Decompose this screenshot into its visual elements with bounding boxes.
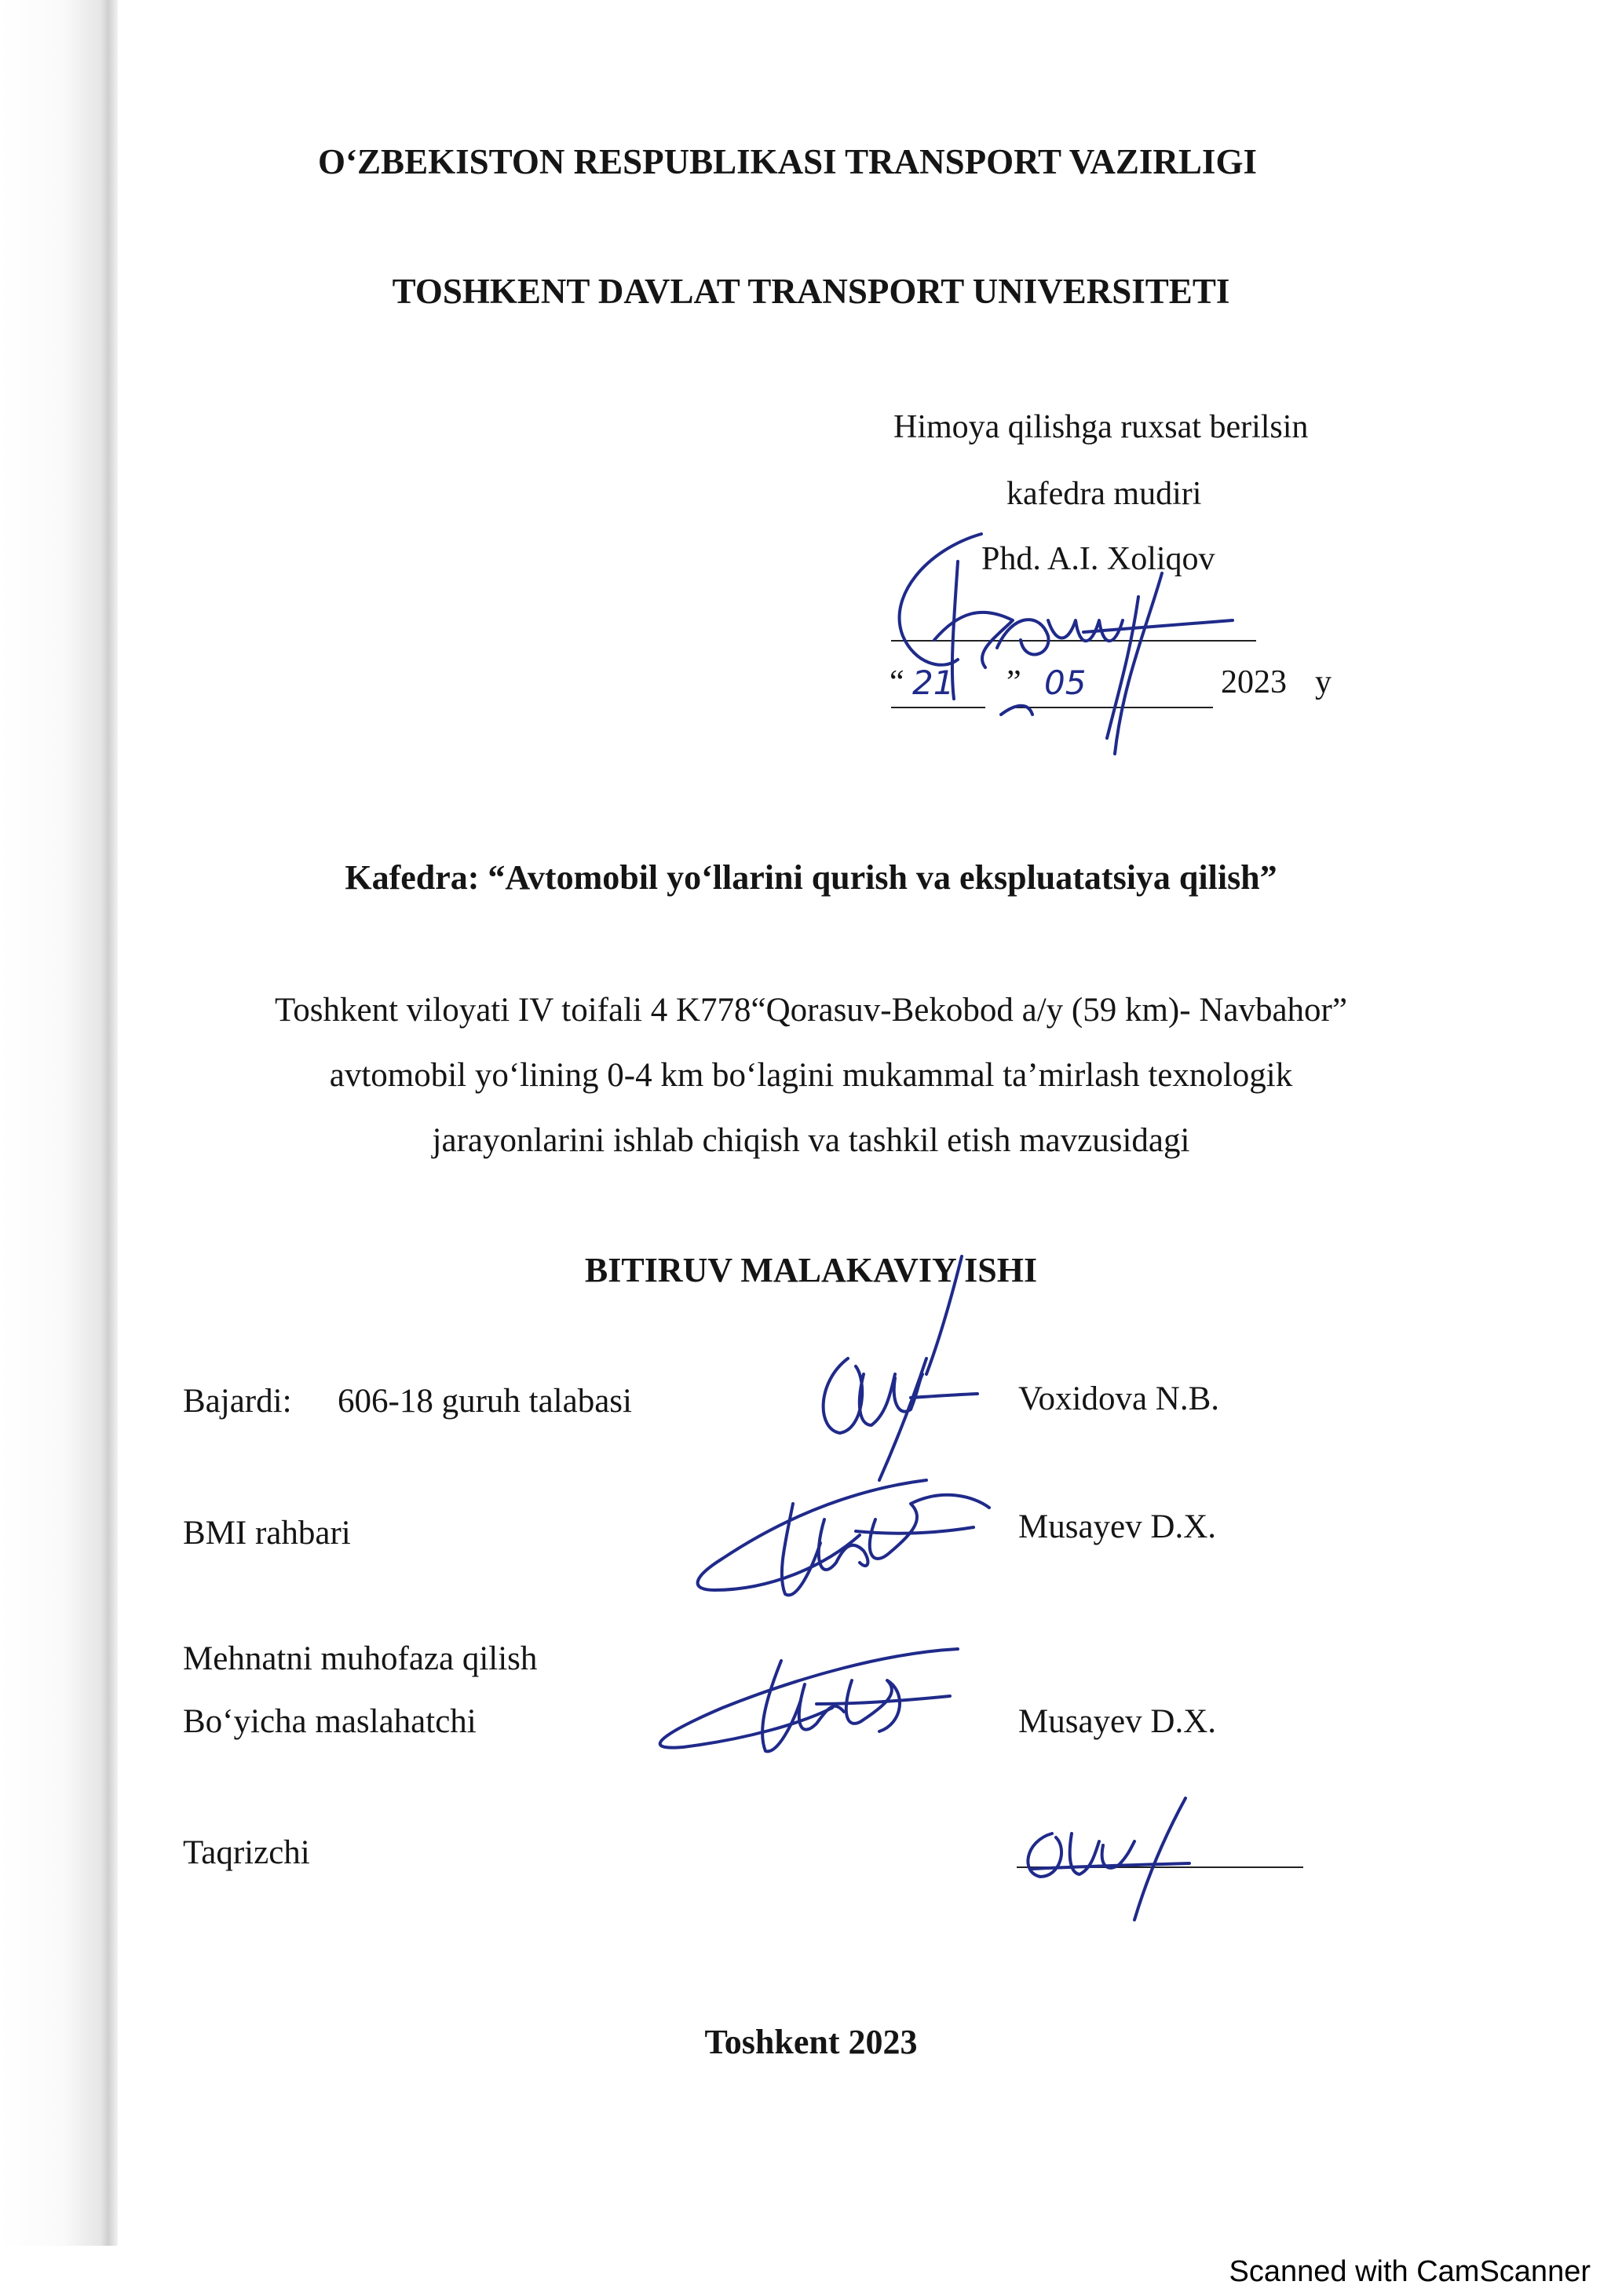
supervisor-name: Musayev D.X.: [1018, 1508, 1216, 1545]
student-name: Voxidova N.B.: [1018, 1380, 1220, 1417]
safety-name: Musayev D.X.: [1018, 1703, 1216, 1740]
university-title: TOSHKENT DAVLAT TRANSPORT UNIVERSITETI: [392, 272, 1230, 311]
city-year: Toshkent 2023: [704, 2023, 918, 2061]
head-signature: [879, 503, 1288, 762]
approval-date-open-quote: “: [890, 664, 904, 700]
approval-date-day: 21: [912, 664, 955, 702]
safety-label-line-1: Mehnatni muhofaza qilish: [183, 1640, 538, 1677]
student-label: Bajardi:: [183, 1383, 292, 1420]
approval-date-month: 05: [1044, 664, 1087, 702]
approval-head-name: Phd. A.I. Xoliqov: [981, 541, 1215, 577]
approval-date-close-quote: ”: [1006, 664, 1021, 700]
safety-signature: [628, 1637, 981, 1763]
approval-date-suffix: y: [1315, 664, 1332, 700]
topic-line-2: avtomobil yo‘lining 0-4 km bo‘lagini mukammal ta’mirlash texnologik: [329, 1057, 1293, 1094]
topic-line-3: jarayonlarini ishlab chiqish va tashkil etish mavzusidagi: [432, 1122, 1190, 1159]
reviewer-signature: [1017, 1794, 1237, 1928]
safety-label-line-2: Bo‘yicha maslahatchi: [183, 1703, 477, 1740]
approval-line-2: kafedra mudiri: [1006, 476, 1202, 512]
topic-line-1: Toshkent viloyati IV toifali 4 K778“Qorasuv-Bekobod a/y (59 km)- Navbahor”: [275, 992, 1347, 1029]
supervisor-label: BMI rahbari: [183, 1515, 351, 1552]
approval-line-1: Himoya qilishga ruxsat berilsin: [893, 409, 1309, 445]
approval-date-year: 2023: [1221, 664, 1287, 700]
student-signature: [801, 1256, 989, 1484]
reviewer-label: Taqrizchi: [183, 1834, 310, 1871]
department-title: Kafedra: “Avtomobil yo‘llarini qurish va ekspluatatsiya qilish”: [345, 858, 1277, 897]
scanner-watermark: Scanned with CamScanner: [1229, 2255, 1591, 2288]
document-type-title: BITIRUV MALAKAVIY ISHI: [584, 1251, 1038, 1289]
supervisor-signature: [675, 1472, 1005, 1614]
ministry-title: O‘ZBEKISTON RESPUBLIKASI TRANSPORT VAZIRLIGI: [318, 142, 1257, 181]
student-group: 606-18 guruh talabasi: [338, 1383, 632, 1420]
